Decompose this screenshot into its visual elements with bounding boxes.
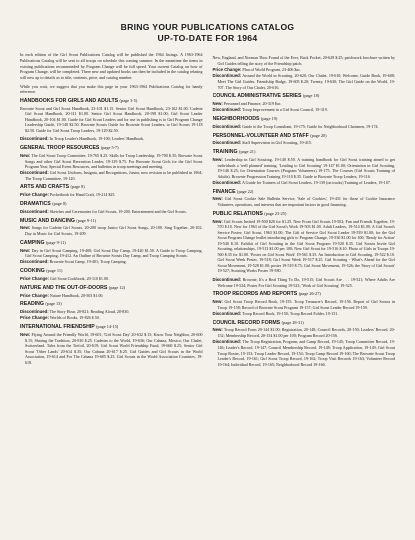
catalog-section <box>213 320 396 367</box>
catalog-entry <box>212 299 396 310</box>
catalog-entry <box>20 136 203 142</box>
entry-text: Staff Supervision in Girl Scouting, 19-415. <box>242 140 312 146</box>
catalog-entry <box>20 225 203 237</box>
section-heading <box>20 285 203 292</box>
catalog-section <box>20 98 203 133</box>
entry-text: In Troop Leader's Handbook, 19-100; Leaders' Handbook. <box>49 136 145 142</box>
section-page-ref: (page 28-31) <box>281 319 304 325</box>
entry-label: Price Change: <box>20 275 49 281</box>
section-page-ref: (page 5-7) <box>100 145 119 151</box>
catalog-entry <box>20 275 203 282</box>
section-heading-text: READING <box>20 301 44 308</box>
section-heading-text: NATURE AND THE OUT-OF-DOORS <box>20 284 108 291</box>
section-page-ref: (page 19) <box>260 116 278 122</box>
section-heading <box>213 211 396 218</box>
catalog-entry <box>212 157 396 179</box>
section-heading-text: CAMPING <box>20 239 45 246</box>
entry-label: New: <box>212 327 223 333</box>
entry-label: Discontinued: <box>212 310 242 316</box>
section-heading <box>20 301 203 308</box>
catalog-entry <box>212 140 396 146</box>
catalog-entry <box>212 196 396 208</box>
entry-text: Girl Scout Cookie Sale Bulletin Service, 'Sale of Cookies', 19-431 for those of Cookie Insurance Volunteer, operations, and interests that are important factors in good financing. <box>217 196 396 208</box>
section-page-ref: (page 8) <box>52 201 67 207</box>
entry-label: Price Change: <box>20 192 49 198</box>
entry-label: New: <box>212 157 223 163</box>
entry-label: New: <box>20 152 31 158</box>
entry-text: Troop Record Book, 19-150; Troop Record Folder, 19-151. <box>242 310 339 316</box>
catalog-entry <box>20 315 203 321</box>
entry-text: Guide to the Troop Consultant, 19-175; Guide for Neighborhood Chairmen, 19-174. <box>242 123 379 129</box>
entry-label: Discontinued: <box>212 179 242 185</box>
catalog-entry <box>212 73 396 90</box>
entry-text: Brownie Scout Camp, 19-401; Troop Camping. <box>49 259 127 265</box>
intro-text <box>20 52 203 94</box>
catalog-entry <box>20 105 203 134</box>
section-page-ref: (page 18) <box>302 93 320 99</box>
entry-text: Girl Scout Cookbook, 20-110 $1.00. <box>49 275 110 281</box>
catalog-entry <box>20 170 203 181</box>
catalog-entry <box>212 276 396 288</box>
left-sections <box>20 98 203 365</box>
section-page-ref: (page 14-15) <box>96 324 119 330</box>
catalog-entry <box>212 123 396 130</box>
entry-text: Personnel and Finance, 20-319 $ac. <box>223 100 282 106</box>
intro-paragraph: In each edition of the Girl Scout Publications Catalog will be published the 1964 listings. A 1963-1964 Publications Catalog will be sent to all troops on schedule this coming summer. In the meantime the items in existing publications recommended by Program Change will be full speed. Your current Catalog on how of Program Change, will be completed. There new and updated books can then be included in the catalog relating will new up to details as to title, contents, price, and catalog number. <box>20 52 203 81</box>
section-heading <box>20 240 203 247</box>
catalog-entry <box>212 218 396 274</box>
section-heading <box>20 268 203 275</box>
catalog-section <box>20 145 203 181</box>
entry-label: Discontinued: <box>212 140 242 146</box>
catalog-entry <box>20 208 203 215</box>
section-heading-text: PERSONNEL-VOLUNTEER AND STAFF <box>212 132 309 139</box>
entry-label: Discontinued: <box>212 107 242 113</box>
catalog-entry <box>212 55 396 66</box>
entry-text: Songs for Cadette Girl Scouts, 20-200 troop Junior Girl Scout Songs, 20-100. Sing Together, 20-102. Day in Music for Girl Scouts, 19-209. <box>25 225 203 237</box>
entry-text: Around the World in Scouting, 20-620; Our Chalet, 19-610; Welcome, Guide Book, 19-608; Meet The Girl Guides, Friendship Badge, 19-605 $.20; Twenty, 19-630; The Girl Guide on the World, 19-707. The Story of Our Chalet, 20-616. <box>217 73 395 90</box>
section-heading-text: TROOP RECORDS AND REPORTS <box>212 291 298 298</box>
entry-label: Discontinued: <box>20 208 49 214</box>
catalog-section <box>213 149 396 185</box>
entry-text: Sketches and Ceremonies for Girl Scouts, 19-200, Enterainment and the Girl Scouts. <box>49 208 187 214</box>
left-column <box>20 52 203 367</box>
entry-text: Worlds of Books, 19-826 $.50. <box>49 315 100 321</box>
catalog-entry <box>212 100 396 107</box>
catalog-section <box>20 218 203 237</box>
entry-label: Price Change: <box>20 292 49 298</box>
section-heading <box>20 324 203 331</box>
entry-text: Day in Girl Scout Camping, 19-400; Girl Scout Day Camp, 19-420 $1.50. A Guide to Troop Camping. Girl Scout Camping, 19-412. An Outline of Brownie Scouts Day Camp, and Troop Camping Scouts. <box>25 247 203 259</box>
section-heading-text: GENERAL TROOP RESOURCES <box>20 145 100 152</box>
entry-text: Plan of World Program, 23-406 $ac. <box>242 66 302 72</box>
catalog-entry <box>20 259 203 265</box>
entry-label: Discontinued: <box>212 73 242 79</box>
section-page-ref: (page 26-27) <box>298 291 321 297</box>
section-heading-text: COUNCIL RECORD FORMS <box>212 319 281 326</box>
section-heading <box>213 93 396 100</box>
entry-text: New, England, and Norman Thou Found of the Ever, Back Pocket, 20-628 $.25; patchwork brochure written by Girl Guides telling the story of the Friendship patch. <box>212 55 395 66</box>
section-page-ref: (page 13) <box>45 301 62 307</box>
entry-label: Discontinued: <box>20 170 49 176</box>
entry-text: Girl Scout Troop Record Book, 19-155. Troop Treasurer's Record, 19-156. Report of Girl Scouts in Troop 19-158; Record of Brownie Scout Program 19-157; Girl Scout Leader Record 19-159. <box>217 299 396 310</box>
entry-text: Leadership in Girl Scouting, 19-140 $.50. A training handbook for Girl Scout training aimed to get individuals a 'well planned' training. 'Leading to Girl Scouting' 19-147 $1.00; Orientation in Girl Scouting, 19-146 $.25; for Orientation Courses (Program Volunteers) 19-175. The Courses (Girl Scouts Training of Adults). Brownie Progression Training 19-110 $.35. Guide to Brownie Troop Leaders, 19-116. <box>217 157 396 179</box>
catalog-section <box>213 189 396 208</box>
entry-text: The Troop Registration, Program, and Camp Record, 19-145; Troop Committee Record, 19-146; Leader's Record, 19-147; Council Membership Record, 19-148; Troop Application, 19-149; Girl Scout Troop Roster, 19-153; Troop Leader Record, 19-154; Troop Camp Record 19-160; The Brownie Scout Troop Leader's Record, 19-161; Girl Scout Troop Record, 19-162; Troop Visit Records 19-163; Volunteer Record 19-164; Individual Record, 19-165; Neighborhood Record 19-166. <box>217 339 395 367</box>
catalog-section <box>20 324 203 365</box>
catalog-section <box>213 116 396 130</box>
section-page-ref: (page 9-11) <box>76 217 97 223</box>
section-heading-text: PUBLIC RELATIONS <box>212 210 263 217</box>
entry-label: New: <box>20 332 31 338</box>
entry-text: A Guide for Trainers of Girl Scout Leaders, 19-139 (on tracks) Training of Leaders, 19-107. <box>241 179 391 185</box>
catalog-section <box>20 184 203 198</box>
catalog-entry <box>20 309 203 315</box>
entry-label: Discontinued: <box>20 136 49 142</box>
section-page-ref: (page 20) <box>310 132 327 138</box>
section-heading <box>213 189 396 196</box>
title-line-1: BRING YOUR PUBLICATIONS CATALOG <box>120 22 295 32</box>
entry-text: Brownie, It's a Real Thing To Do, 19-515; Girl Scouts Are . . . 19-521; Where Adults Are Welcome 19-524; Poster For Girl Scouting 19-523; 'Work of Girl Scouting' 19-525. <box>217 276 395 288</box>
catalog-section <box>213 211 396 274</box>
entry-label: New: <box>212 299 223 304</box>
catalog-section <box>213 93 396 113</box>
section-heading <box>20 98 203 105</box>
entry-label: Price Change: <box>212 66 242 72</box>
entry-label: New: <box>212 196 223 202</box>
entry-label: Discontinued: <box>20 259 49 265</box>
section-page-ref: (page 12) <box>108 284 126 290</box>
entry-label: Discontinued: <box>212 339 242 345</box>
catalog-entry <box>20 332 203 365</box>
catalog-entry <box>212 66 396 73</box>
catalog-entry <box>20 192 203 198</box>
section-heading <box>20 201 203 208</box>
section-heading-text: ARTS AND CRAFTS <box>20 184 70 191</box>
section-heading <box>213 149 396 156</box>
entry-label: New: <box>212 218 223 224</box>
entry-text: Girl Scout Uniform, Insignia, and Recognitions, Junior, now revision to be published in 1964; The Troop Committee, 19-120. <box>25 170 203 181</box>
intro-paragraph: While you wait, we suggest that you make this page in your 1963-1964 Publications Catalog for handy reference. <box>20 83 203 95</box>
section-heading-text: NEIGHBORHOODS <box>212 116 260 123</box>
entry-text: The Girl Scout Troop Committee, 19-765 $.25. Skills for Troop Leadership, 19-700 $.35; Brownie Scout Songs and other Girl Scout Recreation Leader, 19-139 $.75. For Brownie Scout Girls for the Girl Scout Program Year, Special Event Resources, and bulletins in troop meetings and meeting. <box>25 152 203 170</box>
entry-label: Discontinued: <box>212 123 242 129</box>
entry-label: Discontinued: <box>212 276 242 282</box>
catalog-section <box>213 277 396 288</box>
entry-label: Price Change: <box>20 315 49 321</box>
section-heading <box>213 320 396 327</box>
section-page-ref: (page 3-5) <box>119 97 138 103</box>
catalog-entry <box>212 179 396 186</box>
catalog-entry <box>20 152 203 170</box>
catalog-entry <box>20 292 203 299</box>
entry-label: New: <box>20 247 31 253</box>
catalog-entry <box>212 107 396 113</box>
section-heading-text: COUNCIL ADMINISTRATIVE SERIES <box>212 93 302 100</box>
entry-text: Troop Improvement in a Girl Scout Council, 19-319. <box>242 107 328 113</box>
section-page-ref: (page 21) <box>239 149 256 155</box>
section-heading <box>213 116 396 123</box>
entry-text: Nature Handbook, 20-503 $1.00. <box>49 292 104 298</box>
catalog-section <box>20 285 203 299</box>
section-page-ref: (page 9-11) <box>45 239 66 245</box>
section-heading-text: DRAMATICS <box>20 201 51 208</box>
section-heading-text: MUSIC AND DANCING <box>20 217 75 224</box>
entry-text: Flying Around the Friendly World, 19-601; 'Girl Scout Day' 20-632 $.15; Know Your Neighbor, 20-600 $.15; Sharing the Tradition, 20-810 $.25. Cadettes to the World, 19-636; Our Cabana, Mexico; Our Chalet, Switzerland. Tales from the Trefoil, 20-619; Girl Scout World Friendship Fund, 19-660 $.25; Senior Girl Scout 'Other Lands' 20-614 $.35; Our Cabana 20-617 $.25. Girl Guides and Girl Scouts in the World Association, 19-614 and For The Cabana 19-605 $.25. Girl Scouts in the World Association Countries, 19-618. <box>25 332 203 365</box>
catalog-entry <box>212 310 396 317</box>
catalog-section <box>213 55 396 90</box>
catalog-section <box>20 136 203 142</box>
section-page-ref: (page 22) <box>237 188 254 194</box>
entry-text: Brownie Scout and Girl Scout Handbook, 23-101 $1.15. Senior Girl Scout Handbook, 23-102 $1.00. Cadette Girl Scout Handbook, 20-111 $1.00. Senior Girl Scout Handbook, 20-198 $1.00; Girl Scout Leader Handbook, 20-104 $1.00. Guide for Girl Scout Leaders and for use in publishing is to Girl Program Change Leadership Guide, 19-140 $2.50. Brownie Scouts Guide for Brownie Scout Leaders, to Girl Scouts 19-118 $2.50. Guide for Girl Scout Troop Leaders, 19-129 $2.50. <box>20 105 203 133</box>
title-line-2: UP-TO-DATE FOR 1964 <box>157 32 258 43</box>
section-heading-text: FINANCE <box>212 188 236 195</box>
catalog-section <box>20 201 203 215</box>
entry-text: Girl Scouts Invited 19-500 $20 for $1.25. New From Girl Scouts 19-502; Fun and Friends Together, 19-570 $.10. New for 1963 of the Girl Scout's Work 19-503 $1.00. Adult Leaders, 19-514 $1.00. A Girl Scout's Service Poster; Girl Scout, 1963 $1.00; The Gift of Service Girl Scout Leader 19-539 $1.00; for the Girl Scout Program Change leaflet introducing girls to Program Change, 19-530 $1.00 for 100; 'Ready for Action' 19-540 $.10. Exhibit of Girl Scouting in the Girl Scout Program 19-520 $.35. Girl Scouts Invite Girl Scouting, relationships, 19-513 $1.00 per 100; New Girl Scout for 19-516 $.10. Photo of Girls in Troops 19-560 $.35 for $1.00. 'Poster on Girl Scout Work' 19-561 $.35. An Introduction to Girl Scouting, 19-522 $.10. Girl Scout Week Poster, 19-518; Girl Scout Week 19-517 $.25. Girl Scouting - What's Ahead for the Girl Scout Movement, 19-528 $1.00; poster 19-519 $.75; Girl Scout Movement, 19-526; the 'Story of Girl Scouts' 19-527; Scouting Works Poster 19-580. <box>217 218 396 274</box>
section-heading-text: TRAINING <box>212 149 238 156</box>
section-heading <box>213 291 396 298</box>
entry-label: New: <box>212 100 223 106</box>
entry-label: Discontinued: <box>20 309 49 315</box>
entry-label: New: <box>20 225 31 231</box>
catalog-section <box>20 240 203 265</box>
catalog-entry <box>212 327 396 339</box>
right-sections <box>213 55 396 367</box>
catalog-section <box>213 133 396 147</box>
section-heading <box>20 218 203 225</box>
section-heading <box>213 133 396 140</box>
entry-text: Troop Record Form 20-144 $1.00; Registration, 20-148; Council Records, 20-150; Leaders' Record, 20-152; Membership Record, 20-154 $1.00 per 100; Program Record 20-156. <box>217 327 395 339</box>
right-column <box>213 52 396 367</box>
catalog-entry <box>20 247 203 259</box>
section-heading-text: COOKING <box>20 268 45 275</box>
section-heading <box>20 145 203 152</box>
two-column-body <box>20 52 395 367</box>
page-title <box>20 22 395 43</box>
section-heading-text: INTERNATIONAL FRIENDSHIP <box>20 324 95 331</box>
catalog-section <box>213 291 396 316</box>
entry-text: Pocketbook for Hand Craft, 19-214 $25. <box>49 192 116 198</box>
section-heading <box>20 184 203 191</box>
section-heading-text: HANDBOOKS FOR GIRLS AND ADULTS <box>20 97 119 104</box>
entry-text: The Story Hour, 20-821; Reading Aloud, 20-830. <box>49 309 130 315</box>
catalog-section <box>20 301 203 321</box>
section-page-ref: (page 11) <box>46 268 63 274</box>
section-page-ref: (page 8) <box>70 184 85 190</box>
catalog-entry <box>212 339 396 367</box>
section-page-ref: (page 23-25) <box>264 210 287 216</box>
catalog-section <box>20 268 203 282</box>
